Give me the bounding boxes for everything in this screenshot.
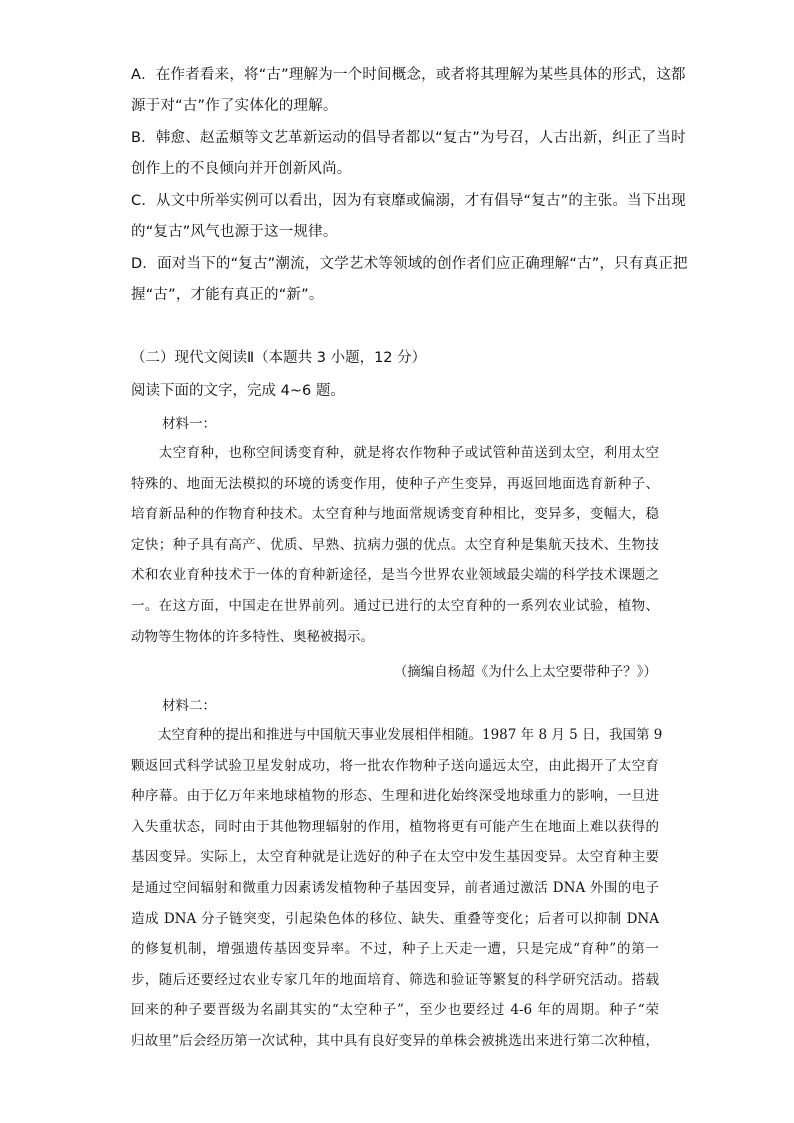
paragraph-line: 步，随后还要经过农业专家几年的地面培育、筛选和验证等繁复的科学研究活动。搭载: [131, 971, 659, 988]
paragraph-line: 特殊的、地面无法模拟的环境的诱变作用，使种子产生变异，再返回地面选育新种子、: [131, 475, 659, 492]
option-d: [131, 249, 688, 311]
paragraph-line: 培育新品种的作物育种技术。太空育种与地面常规诱变育种相比，变异多，变幅大，稳: [131, 506, 659, 523]
paragraph-line: 入失重状态，同时由于其他物理辐射的作用，植物将更有可能产生在地面上难以获得的: [131, 818, 659, 835]
paragraph-line: 回来的种子要晋级为名副其实的“太空种子”，至少也要经过 4-6 年的周期。种子“荣: [131, 1002, 659, 1019]
paragraph-line: 一。在这方面，中国走在世界前列。通过已进行的太空育种的一系列农业试验，植物、: [131, 597, 659, 614]
paragraph-line: 的修复机制，增强遗传基因变异率。不过，种子上天走一遭，只是完成“育种”的第一: [131, 941, 659, 958]
paragraph-line: 造成 DNA 分子链突变，引起染色体的移位、缺失、重叠等变化；后者可以抑制 DNA: [131, 910, 659, 927]
material-two-label: 材料二：: [162, 698, 216, 714]
option-b: [131, 123, 686, 185]
paragraph-line: 太空育种的提出和推进与中国航天事业发展相伴相随。1987 年 8 月 5 日，我国第 9: [131, 727, 663, 743]
paragraph-line: 种序幕。由于亿万年来地球植物的形态、生理和进化始终深受地球重力的影响，一旦进: [131, 788, 659, 805]
option-line: 创作上的不良倾向并开创新风尚。: [131, 161, 352, 177]
option-line: 的“复古”风气也源于这一规律。: [131, 224, 338, 240]
paragraph-line: 术和农业育种技术于一体的育种新途径，是当今世界农业领域最尖端的科学技术课题之: [131, 567, 659, 584]
paragraph-line: 定快；种子具有高产、优质、早熟、抗病力强的优点。太空育种是集航天技术、生物技: [131, 536, 659, 553]
option-line: 源于对“古”作了实体化的理解。: [131, 98, 338, 114]
option-line: D．面对当下的“复古”潮流，文学艺术等领域的创作者们应正确理解“古”，只有真正把: [131, 256, 688, 272]
material-two-paragraph: [131, 720, 663, 1057]
paragraph-line: 归故里”后会经历第一次试种，其中具有良好变异的单株会被挑选出来进行第二次种植，: [131, 1032, 659, 1049]
paragraph-line: 颗返回式科学试验卫星发射成功，将一批农作物种子送向遥远太空，由此揭开了太空育: [131, 757, 659, 774]
option-c: [131, 186, 686, 248]
material-one-label: 材料一：: [162, 416, 216, 432]
option-line: 握“古”，才能有真正的“新”。: [131, 287, 324, 303]
paragraph-line: 太空育种，也称空间诱变育种，就是将农作物种子或试管种苗送到太空，利用太空: [131, 445, 659, 461]
paragraph-line: 是通过空间辐射和微重力因素诱发植物种子基因变异，前者通过激活 DNA 外围的电子: [131, 879, 659, 896]
section-title: （二）现代文阅读Ⅱ（本题共 3 小题，12 分）: [131, 350, 427, 366]
reading-instruction: 阅读下面的文字，完成 4~6 题。: [131, 383, 345, 399]
paragraph-line: 基因变异。实际上，太空育种就是让选好的种子在太空中发生基因变异。太空育种主要: [131, 849, 659, 866]
paragraph-line: 动物等生物体的许多特性、奥秘被揭示。: [131, 628, 374, 645]
option-a: [131, 60, 686, 122]
option-line: A．在作者看来，将“古”理解为一个时间概念，或者将其理解为某些具体的形式，这都: [131, 67, 686, 83]
material-one-source: （摘编自杨超《为什么上太空要带种子？》）: [393, 664, 657, 680]
material-one-paragraph: [131, 438, 659, 652]
option-line: B．韩愈、赵孟頫等文艺革新运动的倡导者都以“复古”为号召，人古出新，纠正了当时: [131, 130, 686, 146]
option-line: C．从文中所举实例可以看出，因为有衰靡或偏溺，才有倡导“复古”的主张。当下出现: [131, 193, 686, 209]
